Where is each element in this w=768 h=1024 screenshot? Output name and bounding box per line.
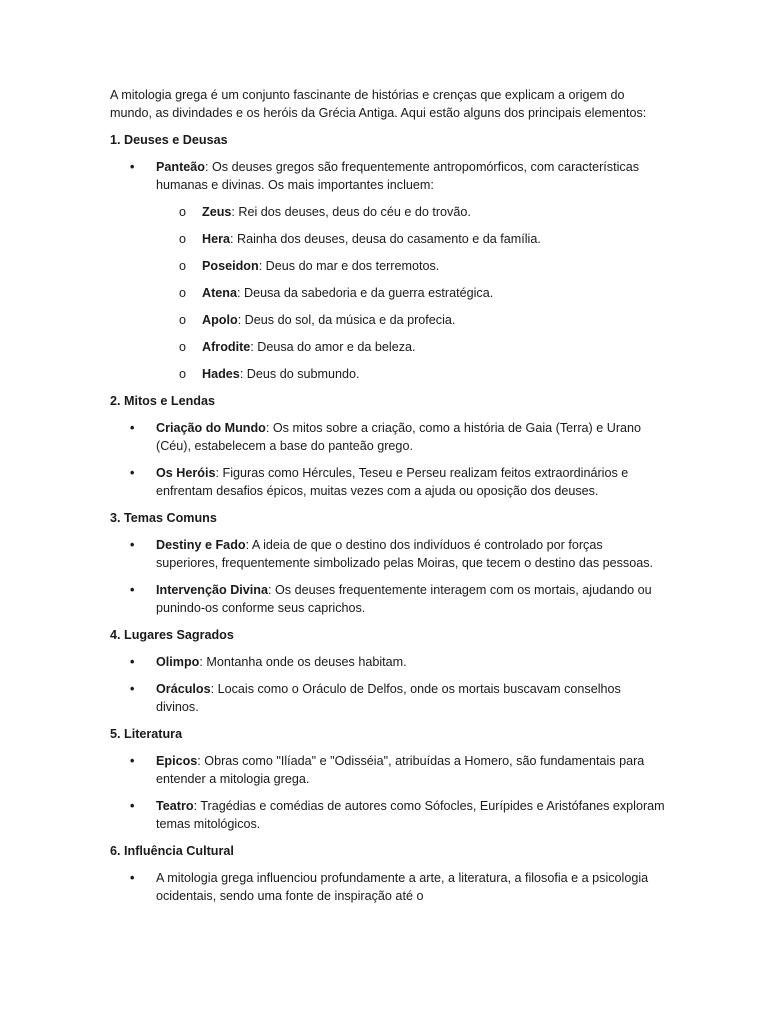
list-item: [110, 869, 666, 905]
bullet-icon: •: [130, 655, 135, 669]
bullet-list: [110, 752, 666, 833]
bullet-list: [110, 653, 666, 716]
item-text: : Tragédias e comédias de autores como Sófocles, Eurípides e Aristófanes exploram temas mitológicos.: [156, 799, 665, 831]
list-item: [110, 419, 666, 455]
intro-paragraph: A mitologia grega é um conjunto fascinante de histórias e crenças que explicam a origem do mundo, as divindades e os heróis da Grécia Antiga. Aqui estão alguns dos principais elementos:: [110, 88, 647, 120]
sub-bullet-icon: o: [179, 232, 187, 246]
bullet-icon: •: [130, 871, 135, 885]
item-text: : Locais como o Oráculo de Delfos, onde os mortais buscavam conselhos divinos.: [156, 682, 621, 714]
bullet-list: [110, 419, 666, 500]
item-text: : Deus do mar e dos terremotos.: [258, 259, 440, 273]
list-item: [110, 680, 666, 716]
item-text: : Deus do submundo.: [239, 367, 360, 381]
item-term: Intervenção Divina: [156, 583, 268, 597]
item-term: Zeus: [202, 205, 232, 219]
bullet-list: [110, 158, 666, 383]
sub-list-item: [156, 230, 666, 248]
bullet-list: [110, 536, 666, 617]
list-item: [110, 158, 666, 383]
sub-list-item: [156, 311, 666, 329]
list-item: [110, 581, 666, 617]
section-heading: 5. Literatura: [110, 727, 183, 741]
bullet-icon: •: [130, 538, 135, 552]
item-text: : Os mitos sobre a criação, como a história de Gaia (Terra) e Urano (Céu), estabelecem a base do panteão grego.: [156, 421, 642, 453]
list-item: [110, 653, 666, 671]
item-term: Teatro: [156, 799, 194, 813]
bullet-icon: •: [130, 421, 135, 435]
sub-list-item: [156, 284, 666, 302]
sub-list-item: [156, 257, 666, 275]
item-term: Oráculos: [156, 682, 211, 696]
item-text: A mitologia grega influenciou profundamente a arte, a literatura, a filosofia e a psicologia ocidentais, sendo uma fonte de inspiração até o: [156, 871, 649, 903]
sub-bullet-icon: o: [179, 340, 187, 354]
item-term: Poseidon: [202, 259, 259, 273]
sub-bullet-icon: o: [179, 367, 187, 381]
item-term: Panteão: [156, 160, 205, 174]
sub-list-item: [156, 338, 666, 356]
item-text: : Rei dos deuses, deus do céu e do trovão.: [231, 205, 471, 219]
list-item: [110, 797, 666, 833]
item-term: Apolo: [202, 313, 238, 327]
bullet-icon: •: [130, 799, 135, 813]
item-term: Hades: [202, 367, 240, 381]
list-item: [110, 464, 666, 500]
item-text: : Montanha onde os deuses habitam.: [199, 655, 407, 669]
item-text: : Os deuses gregos são frequentemente antropomórficos, com características humanas e divinas. Os mais importantes incluem:: [156, 160, 639, 192]
item-text: : Deusa da sabedoria e da guerra estratégica.: [237, 286, 494, 300]
sub-bullet-icon: o: [179, 313, 187, 327]
item-term: Olimpo: [156, 655, 200, 669]
bullet-icon: •: [130, 466, 135, 480]
item-text: : Figuras como Hércules, Teseu e Perseu realizam feitos extraordinários e enfrentam desafios épicos, muitas vezes com a ajuda ou oposição dos deuses.: [156, 466, 629, 498]
bullet-list: [110, 869, 666, 905]
item-term: Atena: [202, 286, 237, 300]
document-page: [110, 86, 666, 914]
sub-bullet-list: [156, 203, 666, 383]
item-term: Os Heróis: [156, 466, 216, 480]
bullet-icon: •: [130, 160, 135, 174]
item-text: : Os deuses frequentemente interagem com os mortais, ajudando ou punindo-os conforme seus caprichos.: [156, 583, 652, 615]
sub-list-item: [156, 365, 666, 383]
bullet-icon: •: [130, 754, 135, 768]
section-heading: 6. Influência Cultural: [110, 844, 234, 858]
sub-list-item: [156, 203, 666, 221]
sub-bullet-icon: o: [179, 259, 187, 273]
bullet-icon: •: [130, 682, 135, 696]
list-item: [110, 752, 666, 788]
list-item: [110, 536, 666, 572]
section-heading: 2. Mitos e Lendas: [110, 394, 215, 408]
item-term: Hera: [202, 232, 231, 246]
bullet-icon: •: [130, 583, 135, 597]
item-text: : A ideia de que o destino dos indivíduos é controlado por forças superiores, frequentemente simbolizado pelas Moiras, que tecem o destino das pessoas.: [156, 538, 654, 570]
sub-bullet-icon: o: [179, 286, 187, 300]
item-text: : Deus do sol, da música e da profecia.: [237, 313, 456, 327]
item-term: Destiny e Fado: [156, 538, 246, 552]
section-heading: 1. Deuses e Deusas: [110, 133, 228, 147]
item-term: Epicos: [156, 754, 198, 768]
item-term: Afrodite: [202, 340, 251, 354]
item-text: : Deusa do amor e da beleza.: [250, 340, 416, 354]
section-heading: 4. Lugares Sagrados: [110, 628, 234, 642]
item-text: : Obras como "Ilíada" e "Odisséia", atribuídas a Homero, são fundamentais para entender a mitologia grega.: [156, 754, 645, 786]
item-text: : Rainha dos deuses, deusa do casamento e da família.: [230, 232, 541, 246]
section-heading: 3. Temas Comuns: [110, 511, 217, 525]
sub-bullet-icon: o: [179, 205, 187, 219]
item-term: Criação do Mundo: [156, 421, 266, 435]
